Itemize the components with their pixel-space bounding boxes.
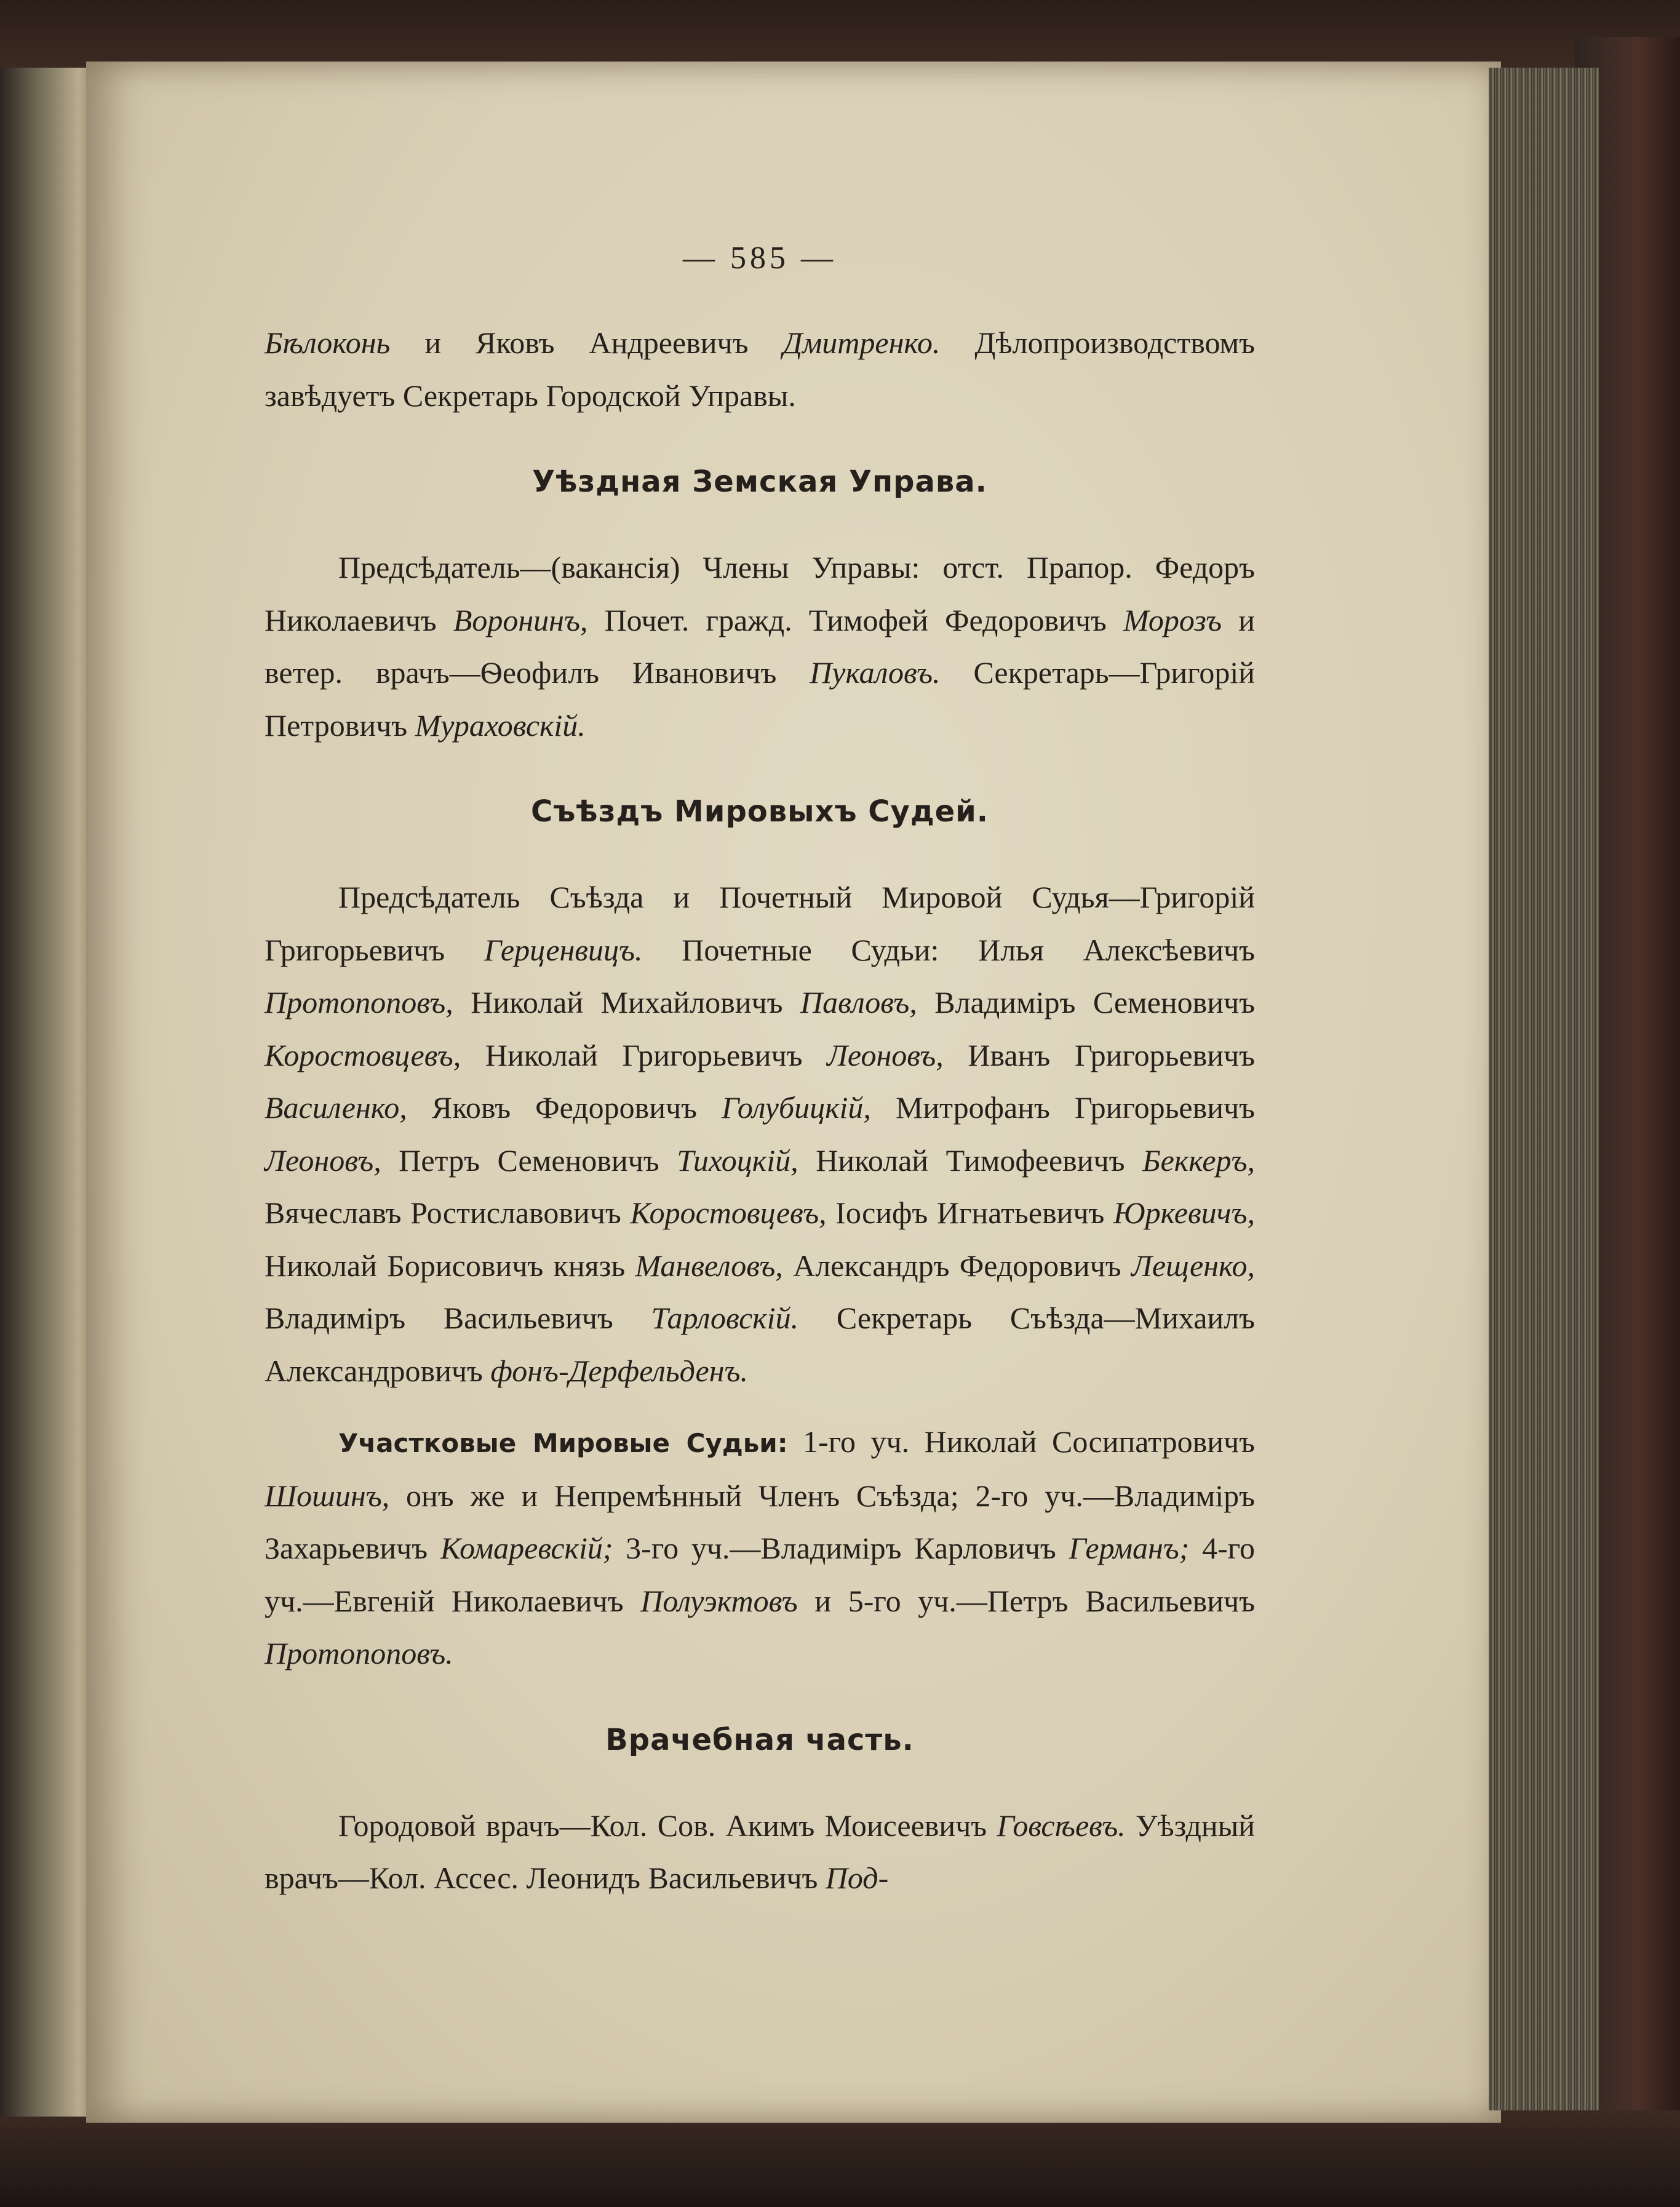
person-name: Бѣлоконь (265, 325, 391, 360)
person-name: Морозъ (1123, 602, 1222, 637)
paragraph-medical (265, 1800, 1255, 1905)
page-number: — 585 — (683, 241, 837, 276)
person-name: Манвеловъ, (635, 1248, 783, 1283)
person-name: Леоновъ, (265, 1143, 381, 1178)
text-run: и ветер. врачъ—Ѳеофилъ Ивановичъ (265, 602, 1255, 690)
person-name: Леоновъ, (827, 1037, 944, 1072)
subheading-district-judges: Участковые Мировые Судьи: (338, 1428, 788, 1458)
heading-sezd-mirovykh-sudei: Съѣздъ Мировыхъ Судей. (530, 794, 989, 829)
person-name: Тарловскій. (651, 1301, 799, 1335)
person-name: Комаревскій; (440, 1531, 613, 1565)
person-name: Коростовцевъ, (265, 1037, 461, 1072)
person-name: Шошинъ, (265, 1478, 390, 1513)
person-name: Юркевичъ, (1113, 1195, 1255, 1230)
text-run: Уѣздный врачъ—Кол. Ассес. Леонидъ Васильевичъ (265, 1808, 1255, 1895)
text-run: Иванъ Григорьевичъ (943, 1037, 1255, 1072)
person-name: Тихоцкій, (677, 1143, 798, 1178)
text-run: Николай Борисовичъ князь (265, 1248, 635, 1283)
text-run: Почет. гражд. Тимофей Федоровичъ (587, 602, 1123, 637)
text-run: Николай Михайловичъ (453, 985, 801, 1020)
person-name: Полуэктовъ (640, 1583, 798, 1618)
text-run: Городовой врачъ—Кол. Сов. Акимъ Моисеевичъ (338, 1808, 997, 1843)
book-cover-top (0, 0, 1680, 68)
person-name: Пукаловъ. (810, 655, 941, 690)
facing-page-edge (0, 68, 98, 2117)
person-name: Дмитренко. (782, 325, 941, 360)
person-name: Коростовцевъ, (630, 1195, 827, 1230)
text-run: Іосифъ Игнатьевичъ (826, 1195, 1114, 1230)
page-text (265, 237, 1255, 1905)
text-run: Владиміръ Семеновичъ (917, 985, 1256, 1020)
text-run: Петръ Семеновичъ (381, 1143, 677, 1178)
page-stack-edge (1489, 68, 1599, 2110)
person-name: Под- (825, 1861, 889, 1895)
paragraph-district-judges (265, 1416, 1255, 1680)
text-run: Секретарь—Григорій Петровичъ (265, 655, 1255, 743)
heading-zemskaya-uprava: Уѣздная Земская Управа. (532, 465, 987, 499)
person-name: Голубицкій, (722, 1090, 871, 1125)
person-name: фонъ-Дерфельденъ. (490, 1353, 748, 1388)
heading-vrachebnaya-chast: Врачебная часть. (605, 1722, 914, 1757)
text-run: и 5-го уч.—Петръ Васильевичъ (797, 1583, 1255, 1618)
person-name: Протопоповъ, (265, 985, 453, 1020)
text-run: Вячеславъ Ростиславовичъ (265, 1195, 631, 1230)
text-run: 3-го уч.—Владиміръ Карловичъ (613, 1531, 1069, 1565)
person-name: Василенко, (265, 1090, 407, 1125)
paragraph-zemskaya-uprava (265, 541, 1255, 752)
paragraph-city-clerk (265, 317, 1255, 422)
text-run: Секретарь Съѣзда—Михаилъ Александровичъ (265, 1301, 1255, 1388)
text-run: Николай Григорьевичъ (461, 1037, 827, 1072)
text-run: Николай Тимофеевичъ (798, 1143, 1143, 1178)
person-name: Говсѣевъ. (997, 1808, 1126, 1843)
text-run: онъ же и Непремѣнный Членъ Съѣзда; 2-го уч.—Владиміръ Захарьевичъ (265, 1478, 1255, 1565)
book-cover-bottom (0, 2110, 1680, 2207)
person-name: Лещенко, (1131, 1248, 1255, 1283)
text-run: Предсѣдатель—(вакансія) Члены Управы: отст. Прапор. Федоръ Николаевичъ (265, 550, 1255, 637)
text-run: 1-го уч. Николай Сосипатровичъ (787, 1424, 1255, 1459)
person-name: Павловъ, (800, 985, 917, 1020)
text-run: Митрофанъ Григорьевичъ (870, 1090, 1255, 1125)
text-run: 4-го уч.—Евгеній Николаевичъ (265, 1531, 1256, 1618)
paragraph-honorary-judges (265, 871, 1255, 1397)
text-run: и Яковъ Андреевичъ (390, 325, 783, 360)
person-name: Воронинъ, (453, 602, 588, 637)
person-name: Протопоповъ. (265, 1636, 453, 1670)
person-name: Герценвицъ. (484, 932, 643, 967)
text-run: Предсѣдатель Съѣзда и Почетный Мировой Судья—Григорій Григорьевичъ (265, 880, 1255, 967)
text-run: Почетные Судьи: Илья Алексѣевичъ (642, 932, 1255, 967)
text-run: Дѣлопроизводствомъ завѣдуетъ Секретарь Городской Управы. (265, 325, 1255, 413)
text-run: Яковъ Федоровичъ (407, 1090, 722, 1125)
person-name: Германъ; (1069, 1531, 1190, 1565)
text-run: Александръ Федоровичъ (782, 1248, 1131, 1283)
person-name: Беккеръ, (1142, 1143, 1255, 1178)
text-run: Владиміръ Васильевичъ (265, 1301, 651, 1335)
person-name: Мураховскій. (415, 708, 586, 743)
